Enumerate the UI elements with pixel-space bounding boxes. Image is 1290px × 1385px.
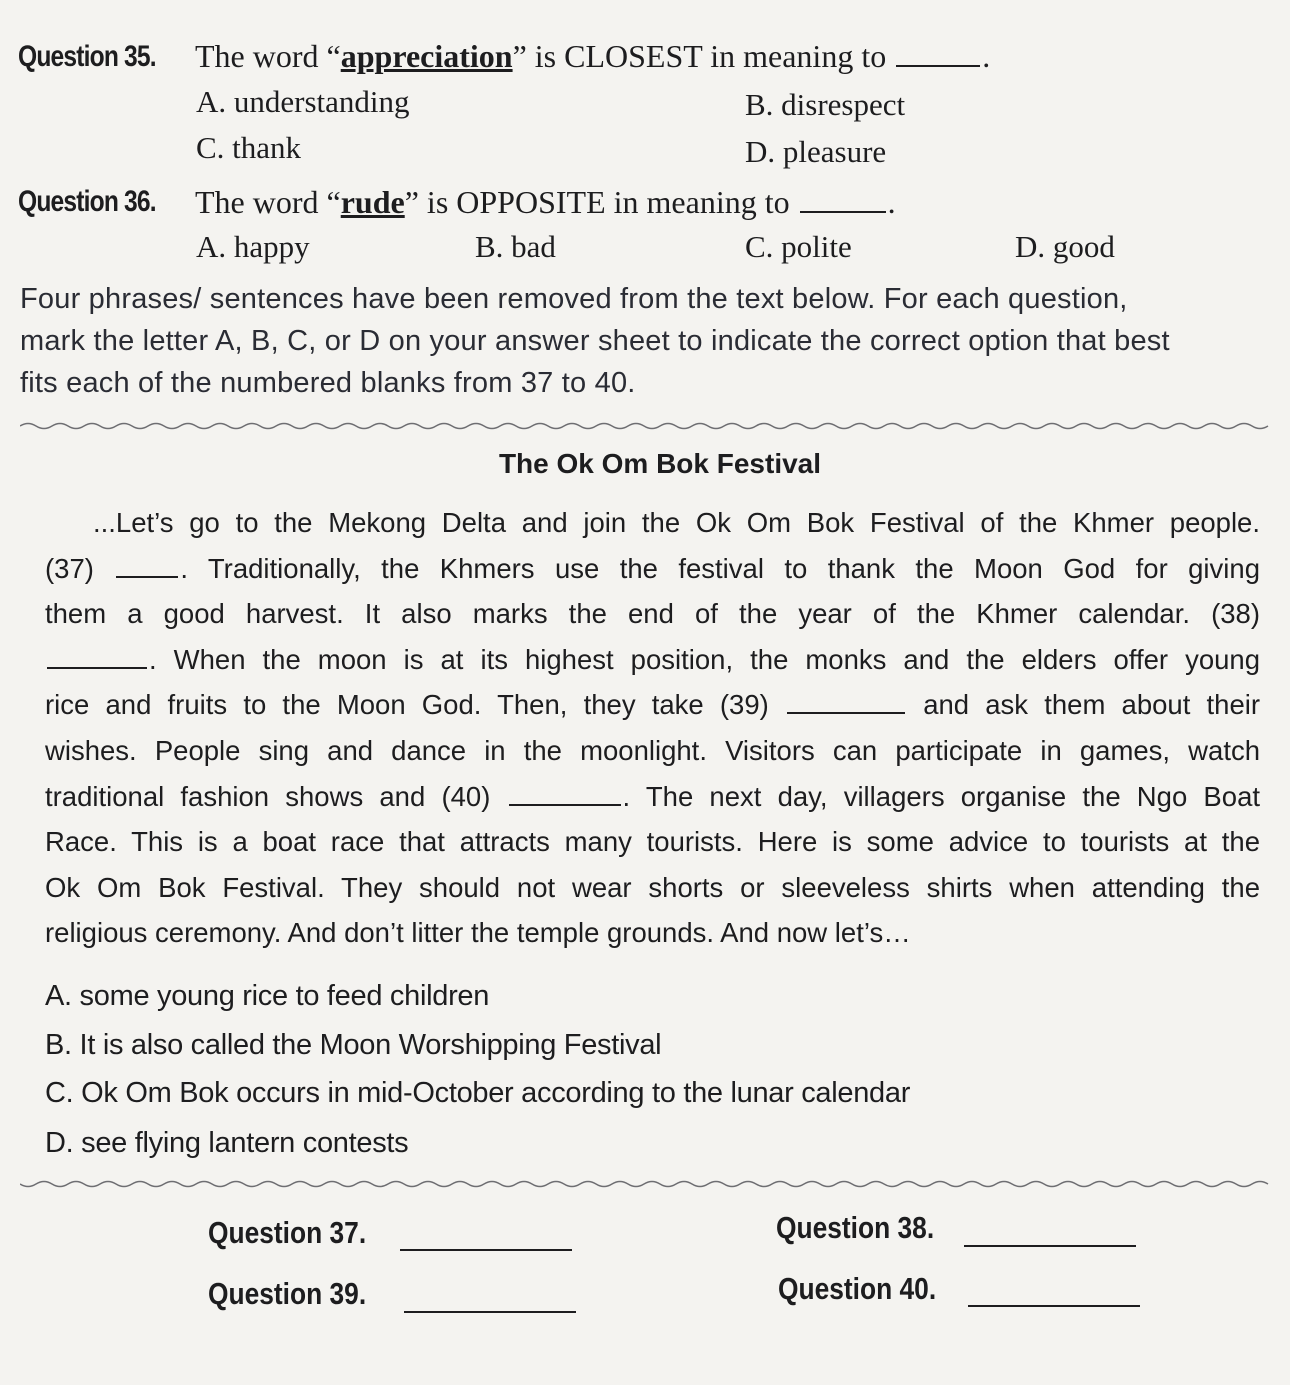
passage-title: The Ok Om Bok Festival [498,448,822,479]
passage-text: . When the moon is at its highest position, the monks and the elders offer young [149,643,1260,675]
passage-line [45,637,1260,683]
blank-37 [116,575,178,578]
q36-blank [800,210,886,213]
answer-39-label: Question 39. [208,1276,367,1311]
passage-line [45,682,1260,728]
q35-end: . [982,38,991,74]
choice-c[interactable]: C. Ok Om Bok occurs in mid-October according to the lunar calendar [45,1077,911,1109]
answer-39-input[interactable] [404,1310,576,1313]
q35-stem-post: ” is CLOSEST in meaning to [512,38,887,74]
instructions-line-1: Four phrases/ sentences have been removed from the text below. For each question, [20,283,1128,315]
choice-a[interactable]: A. some young rice to feed children [45,980,490,1012]
answer-40 [778,1271,964,1307]
passage-text: . Traditionally, the Khmers use the festival to thank the Moon God for giving [180,552,1260,584]
q35-keyword: appreciation [340,38,513,74]
passage-text: traditional fashion shows and (40) [45,780,491,812]
passage [45,500,1260,956]
passage-text: rice and fruits to the Moon God. Then, they take (39) [45,689,769,721]
q36-option-c[interactable]: C. polite [745,229,852,264]
passage-line [45,546,1260,592]
answer-37 [208,1215,394,1251]
q36-stem-pre: The word “ [195,184,341,220]
blank-39 [787,711,905,714]
passage-line: Ok Om Bok Festival. They should not wear shorts or sleeveless shirts when attending the [45,871,1260,903]
passage-line: them a good harvest. It also marks the end of the year of the Khmer calendar. (38) [45,598,1260,630]
top-divider [20,420,1280,432]
q36-keyword: rude [340,184,405,220]
question-35-label: Question 35. [18,40,156,73]
q35-option-d[interactable]: D. pleasure [745,134,887,169]
answer-39 [208,1276,394,1312]
answer-37-label: Question 37. [208,1215,367,1250]
question-35-stem [195,38,990,75]
question-36-stem [195,184,896,221]
q35-stem-pre: The word “ [195,38,341,74]
bottom-divider [20,1178,1280,1190]
q36-option-d[interactable]: D. good [1015,229,1115,264]
passage-line: Race. This is a boat race that attracts many tourists. Here is some advice to tourists at the [45,826,1260,858]
passage-text: and ask them about their [923,689,1261,721]
q36-option-b[interactable]: B. bad [475,229,556,264]
q35-option-c[interactable]: C. thank [196,130,302,165]
passage-text: . The next day, villagers organise the Ngo Boat [622,780,1261,812]
q36-option-a[interactable]: A. happy [196,229,310,264]
answer-40-label: Question 40. [778,1271,937,1306]
blank-37-label: (37) [45,552,94,584]
answer-38 [776,1210,962,1246]
choice-b[interactable]: B. It is also called the Moon Worshipping Festival [45,1029,662,1061]
instructions-line-2: mark the letter A, B, C, or D on your answer sheet to indicate the correct option that best [20,325,1170,357]
q36-stem-post: ” is OPPOSITE in meaning to [404,184,790,220]
instructions-line-3: fits each of the numbered blanks from 37 to 40. [20,367,636,399]
q35-option-a[interactable]: A. understanding [196,84,410,119]
answer-38-input[interactable] [964,1244,1136,1247]
answer-37-input[interactable] [400,1248,572,1251]
question-36-label: Question 36. [18,185,156,218]
passage-line: ...Let’s go to the Mekong Delta and join the Ok Om Bok Festival of the Khmer people. [93,507,1260,538]
passage-line: wishes. People sing and dance in the moonlight. Visitors can participate in games, watch [45,734,1260,766]
q35-option-b[interactable]: B. disrespect [745,87,906,122]
choice-d[interactable]: D. see flying lantern contests [45,1127,409,1159]
answer-40-input[interactable] [968,1304,1140,1307]
answer-38-label: Question 38. [776,1210,935,1245]
blank-38 [47,666,147,669]
q35-blank [896,64,980,67]
passage-line: religious ceremony. And don’t litter the temple grounds. And now let’s… [45,917,911,949]
passage-line [45,774,1260,820]
q36-end: . [887,184,896,220]
blank-40 [509,803,621,806]
